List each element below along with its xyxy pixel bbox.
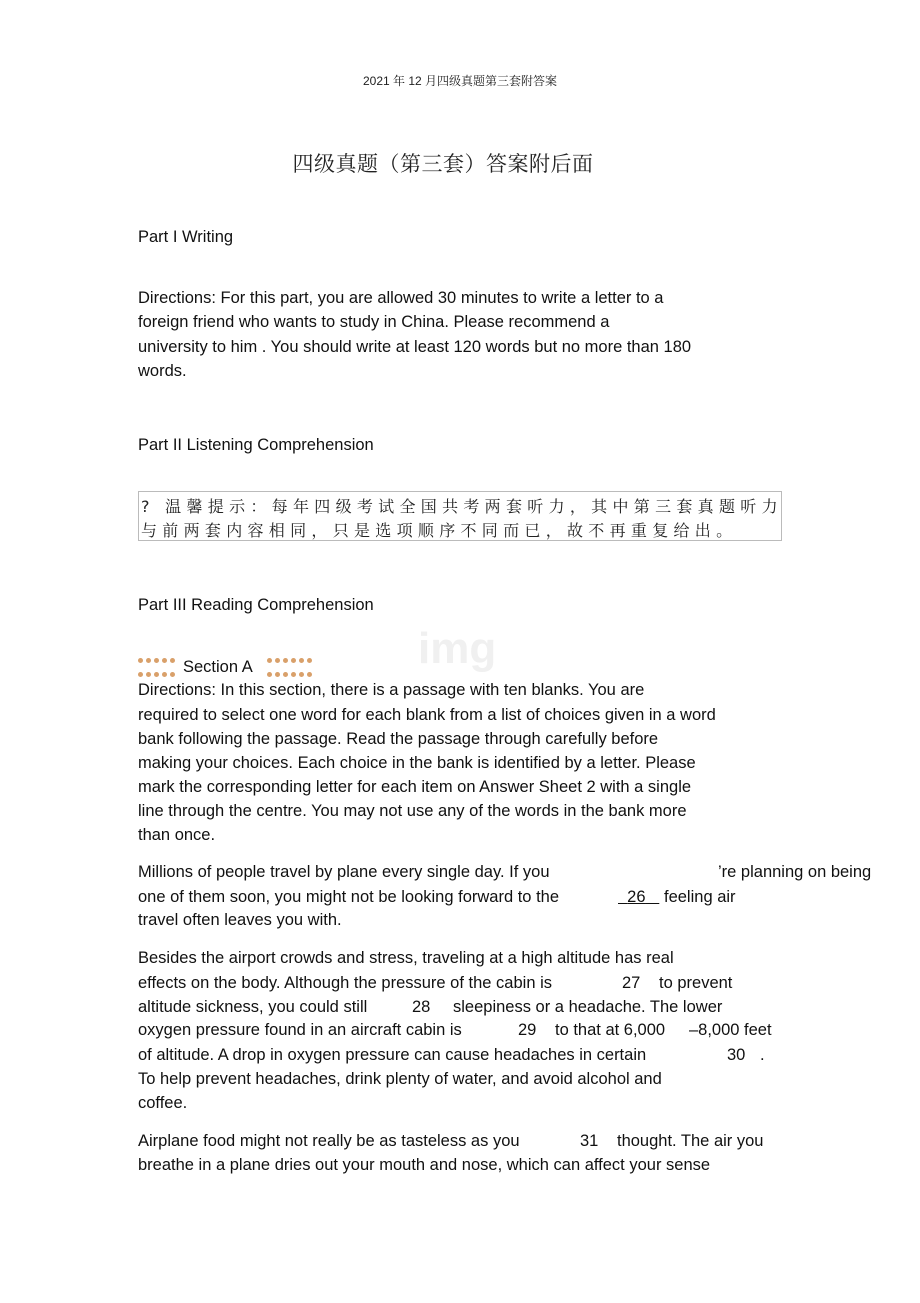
part3-directions-line: line through the centre. You may not use any of the words in the bank more [138,802,687,820]
passage-text: feeling air [664,888,736,906]
passage-text: to that at 6,000 [555,1021,666,1039]
passage-text: one of them soon, you might not be looking forward to the [138,888,560,906]
part3-directions-line: bank following the passage. Read the passage through carefully before [138,730,659,748]
passage-text: sleepiness or a headache. The lower [453,998,723,1016]
passage-text: ’re planning on being [718,863,872,881]
notice-line: 与前两套内容相同，只是选项顺序不同而已，故不再重复给出。 [141,521,738,540]
blank-27: 27 [622,974,641,992]
part3-directions-line: Directions: In this section, there is a passage with ten blanks. You are [138,681,645,699]
part1-heading: Part I Writing [138,228,234,246]
part2-heading: Part II Listening Comprehension [138,436,374,454]
passage-text: coffee. [138,1094,188,1112]
listening-notice-box [138,491,782,541]
passage-text: breathe in a plane dries out your mouth and nose, which can affect your sense [138,1156,711,1174]
blank-26: 26 [627,888,646,906]
part1-directions-line: university to him . You should write at least 120 words but no more than 180 [138,338,692,356]
part3-directions-line: than once. [138,826,216,844]
passage-text: Airplane food might not really be as tasteless as you [138,1132,520,1150]
passage-text: of altitude. A drop in oxygen pressure can cause headaches in certain [138,1046,647,1064]
passage-text: Besides the airport crowds and stress, traveling at a high altitude has real [138,949,674,967]
part3-heading: Part III Reading Comprehension [138,596,374,614]
passage-text: Millions of people travel by plane every single day. If you [138,863,550,881]
part3-directions-line: making your choices. Each choice in the bank is identified by a letter. Please [138,754,696,772]
img-watermark: img [418,624,497,673]
part1-directions-line: words. [138,362,187,380]
passage-text: –8,000 feet [689,1021,772,1039]
passage-text: thought. The air you [617,1132,764,1150]
passage-text: oxygen pressure found in an aircraft cabin is [138,1021,462,1039]
blank-31: 31 [580,1132,599,1150]
passage-text: To help prevent headaches, drink plenty of water, and avoid alcohol and [138,1070,662,1088]
passage-text: to prevent [659,974,733,992]
running-header: 2021 年 12 月四级真题第三套附答案 [362,74,558,88]
decorative-dots-icon [267,664,315,682]
part1-directions-line: Directions: For this part, you are allowed 30 minutes to write a letter to a [138,289,664,307]
passage-text: . [760,1046,765,1064]
blank-29: 29 [518,1021,537,1039]
document-title: 四级真题（第三套）答案附后面 [292,152,594,176]
section-a-label: Section A [183,658,253,676]
part3-directions-line: required to select one word for each blank from a list of choices given in a word [138,706,716,724]
part3-directions-line: mark the corresponding letter for each item on Answer Sheet 2 with a single [138,778,692,796]
blank-28: 28 [412,998,431,1016]
blank-30: 30 [727,1046,746,1064]
passage-text: effects on the body. Although the pressure of the cabin is [138,974,552,992]
passage-text: altitude sickness, you could still [138,998,368,1016]
decorative-dots-icon [138,664,178,682]
notice-line: ? 温馨提示：每年四级考试全国共考两套听力，其中第三套真题听力 [141,497,783,516]
passage-text: travel often leaves you with. [138,911,342,929]
part1-directions-line: foreign friend who wants to study in China. Please recommend a [138,313,610,331]
